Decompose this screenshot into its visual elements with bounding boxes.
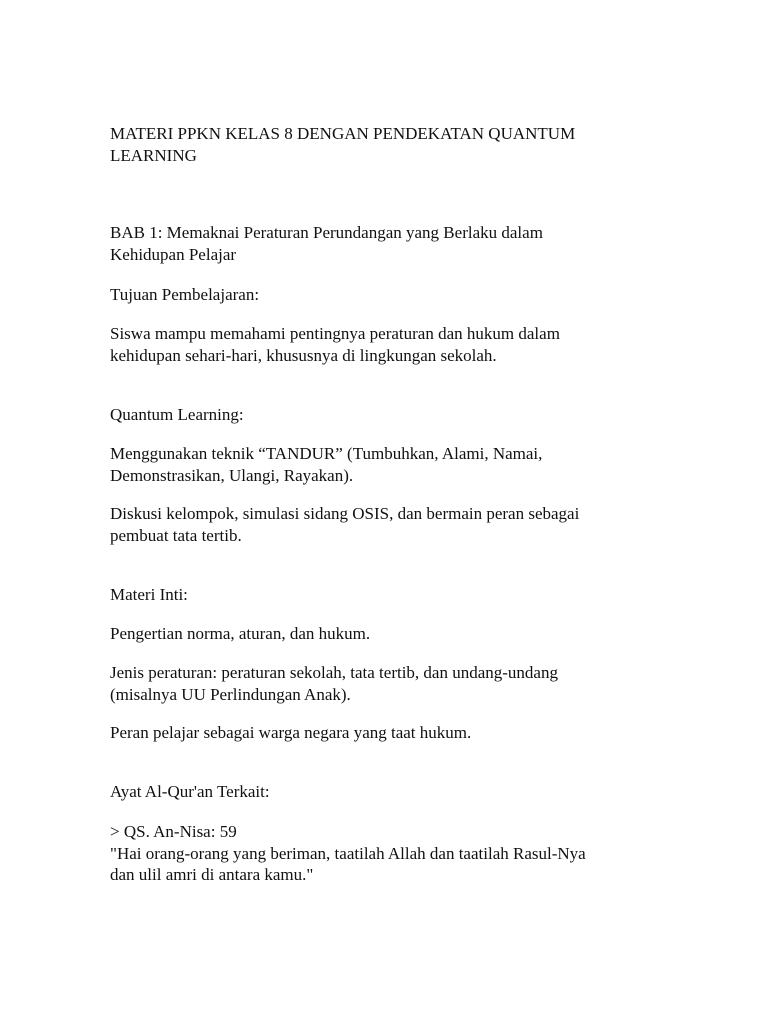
objectives-heading: Tujuan Pembelajaran: [110,285,260,304]
verse-text-line-2: dan ulil amri di antara kamu." [110,865,314,884]
objective-text-line-2: kehidupan sehari-hari, khususnya di lingkungan sekolah. [110,346,497,365]
verse-heading: Ayat Al-Qur'an Terkait: [110,782,270,801]
chapter-title-line-1: BAB 1: Memaknai Peraturan Perundangan yang Berlaku dalam [110,223,543,242]
verse-text-line-1: "Hai orang-orang yang beriman, taatilah Allah dan taatilah Rasul-Nya [110,844,586,863]
core-item-3: Peran pelajar sebagai warga negara yang taat hukum. [110,723,472,742]
quantum-item-1-line-2: Demonstrasikan, Ulangi, Rayakan). [110,466,354,485]
verse-reference: > QS. An-Nisa: 59 [110,822,237,841]
document-title-line-2: LEARNING [110,146,197,165]
quantum-heading: Quantum Learning: [110,405,244,424]
core-item-2-line-2: (misalnya UU Perlindungan Anak). [110,685,351,704]
core-item-1: Pengertian norma, aturan, dan hukum. [110,624,371,643]
quantum-item-1-line-1: Menggunakan teknik “TANDUR” (Tumbuhkan, Alami, Namai, [110,444,543,463]
quantum-item-2-line-1: Diskusi kelompok, simulasi sidang OSIS, dan bermain peran sebagai [110,504,580,523]
objective-text-line-1: Siswa mampu memahami pentingnya peraturan dan hukum dalam [110,324,560,343]
quantum-item-2-line-2: pembuat tata tertib. [110,526,242,545]
core-heading: Materi Inti: [110,585,188,604]
core-item-2-line-1: Jenis peraturan: peraturan sekolah, tata tertib, dan undang-undang [110,663,558,682]
chapter-title-line-2: Kehidupan Pelajar [110,245,237,264]
document-title-line-1: MATERI PPKN KELAS 8 DENGAN PENDEKATAN QUANTUM [110,124,576,143]
